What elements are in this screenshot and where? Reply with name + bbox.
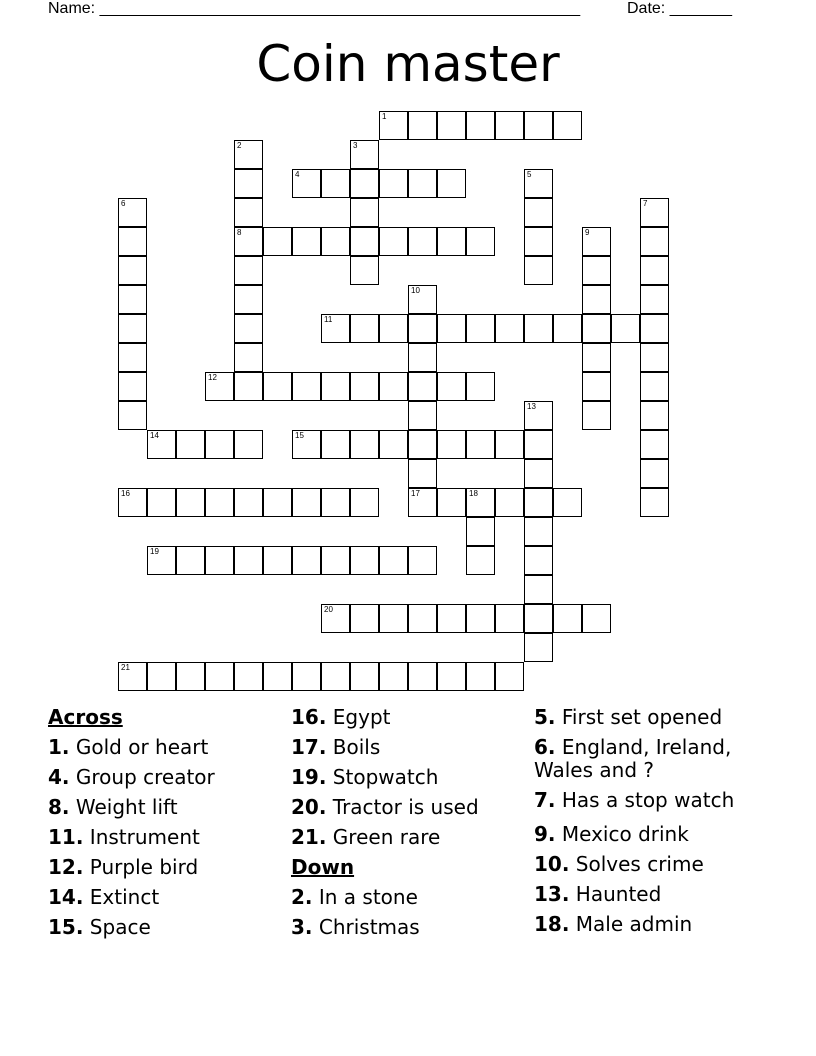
grid-cell[interactable] (408, 488, 437, 517)
grid-cell[interactable] (234, 488, 263, 517)
grid-cell[interactable] (582, 343, 611, 372)
grid-cell[interactable] (350, 227, 379, 256)
cell-number: 11 (324, 315, 333, 324)
grid-cell[interactable] (524, 314, 553, 343)
clue-across-19: 19. Stopwatch (291, 765, 439, 789)
grid-cell[interactable] (234, 140, 263, 169)
grid-cell[interactable] (524, 604, 553, 633)
grid-cell[interactable] (524, 459, 553, 488)
grid-cell[interactable] (292, 662, 321, 691)
down-heading: Down (291, 855, 355, 879)
clue-across-21: 21. Green rare (291, 825, 441, 849)
grid-cell[interactable] (408, 169, 437, 198)
grid-cell[interactable] (466, 372, 495, 401)
grid-cell[interactable] (524, 488, 553, 517)
grid-cell[interactable] (437, 111, 466, 140)
grid-cell[interactable] (147, 546, 176, 575)
grid-cell[interactable] (408, 343, 437, 372)
clue-down-7: 7. Has a stop watch (534, 788, 735, 812)
grid-cell[interactable] (582, 372, 611, 401)
grid-cell[interactable] (176, 662, 205, 691)
grid-cell[interactable] (379, 314, 408, 343)
grid-cell[interactable] (379, 372, 408, 401)
grid-cell[interactable] (408, 546, 437, 575)
clue-down-5: 5. First set opened (534, 705, 723, 729)
cell-number: 7 (643, 199, 648, 208)
grid-cell[interactable] (234, 256, 263, 285)
grid-cell[interactable] (524, 111, 553, 140)
grid-cell[interactable] (495, 604, 524, 633)
grid-cell[interactable] (292, 372, 321, 401)
grid-cell[interactable] (118, 285, 147, 314)
grid-cell[interactable] (118, 256, 147, 285)
grid-cell[interactable] (640, 372, 669, 401)
grid-cell[interactable] (379, 662, 408, 691)
grid-cell[interactable] (234, 662, 263, 691)
clue-across-8: 8. Weight lift (48, 795, 178, 819)
grid-cell[interactable] (118, 372, 147, 401)
grid-cell[interactable] (582, 285, 611, 314)
grid-cell[interactable] (234, 343, 263, 372)
grid-cell[interactable] (640, 198, 669, 227)
grid-cell[interactable] (408, 662, 437, 691)
grid-cell[interactable] (234, 198, 263, 227)
grid-cell[interactable] (466, 111, 495, 140)
clue-column-2 (291, 702, 479, 942)
grid-cell[interactable] (321, 488, 350, 517)
name-field-label: Name: ______________________________________________________ (48, 0, 581, 17)
grid-cell[interactable] (408, 459, 437, 488)
cell-number: 4 (295, 170, 300, 179)
grid-cell[interactable] (437, 372, 466, 401)
grid-cell[interactable] (176, 430, 205, 459)
grid-cell[interactable] (147, 488, 176, 517)
grid-cell[interactable] (263, 372, 292, 401)
grid-cell[interactable] (640, 227, 669, 256)
cell-number: 15 (295, 431, 304, 440)
grid-cell[interactable] (553, 604, 582, 633)
grid-cell[interactable] (350, 256, 379, 285)
grid-cell[interactable] (350, 169, 379, 198)
grid-cell[interactable] (582, 256, 611, 285)
grid-cell[interactable] (640, 401, 669, 430)
cell-number: 13 (527, 402, 536, 411)
grid-cell[interactable] (205, 372, 234, 401)
cell-number: 2 (237, 141, 242, 150)
grid-cell[interactable] (611, 314, 640, 343)
clue-column-1 (48, 702, 215, 942)
grid-cell[interactable] (321, 430, 350, 459)
grid-cell[interactable] (437, 314, 466, 343)
grid-cell[interactable] (379, 546, 408, 575)
clue-down-3: 3. Christmas (291, 915, 420, 939)
clue-across-15: 15. Space (48, 915, 151, 939)
grid-cell[interactable] (176, 488, 205, 517)
grid-cell[interactable] (350, 430, 379, 459)
grid-cell[interactable] (321, 314, 350, 343)
clue-across-14: 14. Extinct (48, 885, 160, 909)
grid-cell[interactable] (640, 430, 669, 459)
cell-number: 9 (585, 228, 590, 237)
grid-cell[interactable] (640, 285, 669, 314)
grid-cell[interactable] (234, 227, 263, 256)
grid-cell[interactable] (495, 488, 524, 517)
grid-cell[interactable] (263, 546, 292, 575)
grid-cell[interactable] (350, 198, 379, 227)
grid-cell[interactable] (350, 314, 379, 343)
grid-cell[interactable] (524, 546, 553, 575)
grid-cell[interactable] (466, 604, 495, 633)
grid-cell[interactable] (263, 227, 292, 256)
grid-cell[interactable] (147, 430, 176, 459)
cell-number: 19 (150, 547, 159, 556)
cell-number: 16 (121, 489, 130, 498)
grid-cell[interactable] (350, 662, 379, 691)
grid-cell[interactable] (640, 256, 669, 285)
grid-cell[interactable] (495, 430, 524, 459)
grid-cell[interactable] (205, 546, 234, 575)
grid-cell[interactable] (524, 430, 553, 459)
grid-cell[interactable] (524, 401, 553, 430)
grid-cell[interactable] (234, 285, 263, 314)
clue-down-2: 2. In a stone (291, 885, 418, 909)
clue-down-18: 18. Male admin (534, 912, 693, 936)
grid-cell[interactable] (640, 459, 669, 488)
cell-number: 20 (324, 605, 333, 614)
grid-cell[interactable] (524, 169, 553, 198)
grid-cell[interactable] (118, 401, 147, 430)
grid-cell[interactable] (582, 227, 611, 256)
grid-cell[interactable] (524, 633, 553, 662)
grid-cell[interactable] (234, 546, 263, 575)
grid-cell[interactable] (408, 372, 437, 401)
across-heading: Across (48, 705, 123, 729)
grid-cell[interactable] (321, 662, 350, 691)
grid-cell[interactable] (205, 488, 234, 517)
grid-cell[interactable] (495, 314, 524, 343)
grid-cell[interactable] (118, 227, 147, 256)
cell-number: 5 (527, 170, 532, 179)
clue-column-3 (534, 702, 774, 939)
cell-number: 14 (150, 431, 159, 440)
cell-number: 21 (121, 663, 130, 672)
grid-cell[interactable] (118, 198, 147, 227)
grid-cell[interactable] (118, 343, 147, 372)
grid-cell[interactable] (466, 430, 495, 459)
grid-cell[interactable] (408, 111, 437, 140)
clue-across-4: 4. Group creator (48, 765, 215, 789)
grid-cell[interactable] (379, 111, 408, 140)
cell-number: 10 (411, 286, 420, 295)
grid-cell[interactable] (379, 169, 408, 198)
clue-down-13: 13. Haunted (534, 882, 662, 906)
grid-cell[interactable] (408, 401, 437, 430)
grid-cell[interactable] (379, 604, 408, 633)
cell-number: 3 (353, 141, 358, 150)
grid-cell[interactable] (582, 401, 611, 430)
grid-cell[interactable] (292, 169, 321, 198)
grid-cell[interactable] (292, 227, 321, 256)
grid-cell[interactable] (379, 430, 408, 459)
grid-cell[interactable] (408, 430, 437, 459)
grid-cell[interactable] (350, 604, 379, 633)
grid-cell[interactable] (263, 662, 292, 691)
grid-cell[interactable] (582, 314, 611, 343)
page-title: Coin master (256, 35, 560, 93)
clue-across-20: 20. Tractor is used (291, 795, 479, 819)
grid-cell[interactable] (408, 314, 437, 343)
grid-cell[interactable] (350, 140, 379, 169)
date-field-label: Date: _______ (627, 0, 732, 17)
grid-cell[interactable] (437, 227, 466, 256)
clue-across-16: 16. Egypt (291, 705, 391, 729)
grid-cell[interactable] (118, 662, 147, 691)
grid-cell[interactable] (408, 285, 437, 314)
grid-cell[interactable] (234, 372, 263, 401)
grid-cell[interactable] (321, 169, 350, 198)
cell-number: 17 (411, 489, 420, 498)
grid-cell[interactable] (524, 517, 553, 546)
grid-cell[interactable] (408, 227, 437, 256)
grid-cell[interactable] (379, 227, 408, 256)
grid-cell[interactable] (524, 575, 553, 604)
grid-cell[interactable] (437, 488, 466, 517)
grid-cell[interactable] (176, 546, 205, 575)
grid-cell[interactable] (118, 314, 147, 343)
grid-cell[interactable] (437, 169, 466, 198)
clue-across-12: 12. Purple bird (48, 855, 199, 879)
clue-down-6: 6. England, Ireland, Wales and ? (534, 735, 732, 782)
grid-cell[interactable] (321, 372, 350, 401)
grid-cell[interactable] (234, 430, 263, 459)
grid-cell[interactable] (350, 488, 379, 517)
grid-cell[interactable] (524, 256, 553, 285)
grid-cell[interactable] (466, 488, 495, 517)
cell-number: 18 (469, 489, 478, 498)
grid-cell[interactable] (321, 604, 350, 633)
grid-cell[interactable] (292, 430, 321, 459)
clue-across-11: 11. Instrument (48, 825, 200, 849)
cell-number: 8 (237, 228, 242, 237)
grid-cell[interactable] (437, 604, 466, 633)
grid-cell[interactable] (234, 314, 263, 343)
grid-cell[interactable] (321, 227, 350, 256)
grid-cell[interactable] (350, 546, 379, 575)
grid-cell[interactable] (466, 227, 495, 256)
grid-cell[interactable] (466, 517, 495, 546)
grid-cell[interactable] (437, 662, 466, 691)
grid-cell[interactable] (205, 430, 234, 459)
grid-cell[interactable] (495, 662, 524, 691)
grid-cell[interactable] (640, 343, 669, 372)
grid-cell[interactable] (640, 314, 669, 343)
grid-cell[interactable] (553, 111, 582, 140)
grid-cell[interactable] (321, 546, 350, 575)
grid-cell[interactable] (234, 169, 263, 198)
clue-down-9: 9. Mexico drink (534, 822, 689, 846)
cell-number: 1 (382, 112, 387, 121)
grid-cell[interactable] (292, 546, 321, 575)
grid-cell[interactable] (640, 488, 669, 517)
grid-cell[interactable] (263, 488, 292, 517)
grid-cell[interactable] (466, 314, 495, 343)
clue-down-10: 10. Solves crime (534, 852, 704, 876)
grid-cell[interactable] (582, 604, 611, 633)
grid-cell[interactable] (118, 488, 147, 517)
grid-cell[interactable] (292, 488, 321, 517)
grid-cell[interactable] (524, 227, 553, 256)
grid-cell[interactable] (350, 372, 379, 401)
grid-cell[interactable] (437, 430, 466, 459)
grid-cell[interactable] (553, 488, 582, 517)
clue-across-1: 1. Gold or heart (48, 735, 209, 759)
grid-cell[interactable] (553, 314, 582, 343)
cell-number: 6 (121, 199, 126, 208)
cell-number: 12 (208, 373, 217, 382)
grid-cell[interactable] (466, 662, 495, 691)
grid-cell[interactable] (524, 198, 553, 227)
grid-cell[interactable] (205, 662, 234, 691)
grid-cell[interactable] (408, 604, 437, 633)
grid-cell[interactable] (495, 111, 524, 140)
clue-across-17: 17. Boils (291, 735, 381, 759)
grid-cell[interactable] (147, 662, 176, 691)
grid-cell[interactable] (466, 546, 495, 575)
